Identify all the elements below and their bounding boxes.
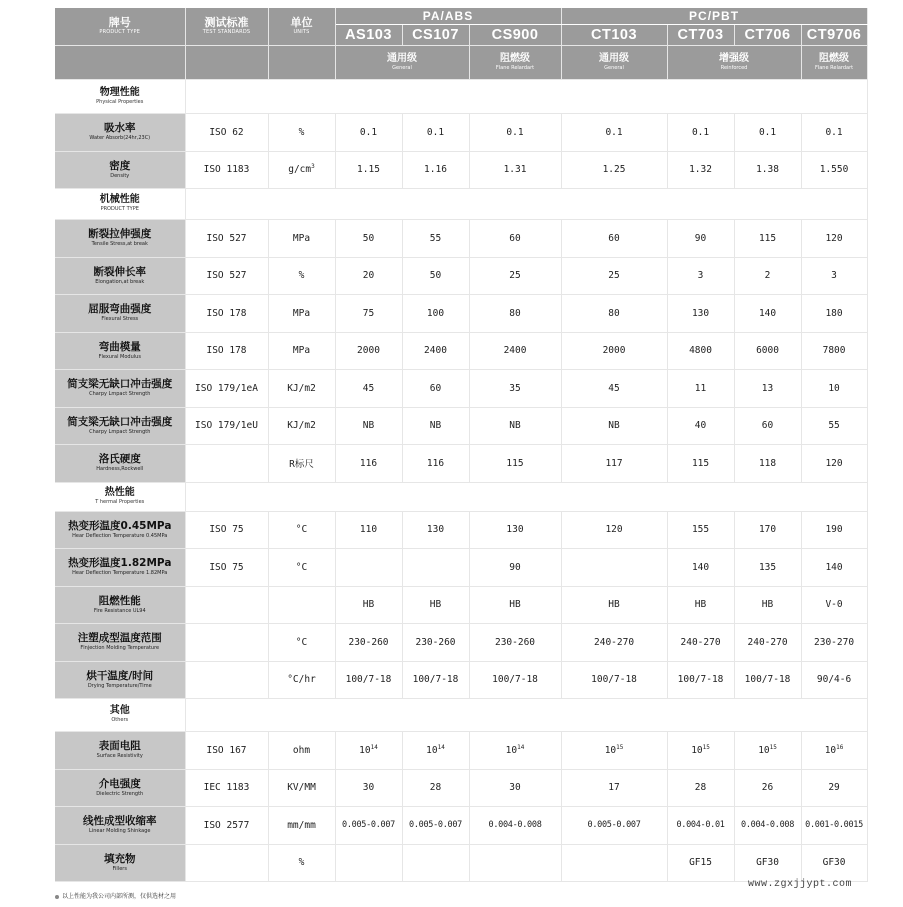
row-water-absorption bbox=[55, 113, 867, 151]
row-hdt-182 bbox=[55, 548, 867, 586]
code-cs107: CS107 bbox=[402, 24, 469, 45]
prop-label: 吸水率 Water Absorb(24hr,23C) bbox=[55, 113, 185, 151]
test-standard bbox=[185, 623, 268, 661]
value-cell: 100/7-18 bbox=[335, 661, 402, 698]
value-cell: NB bbox=[469, 407, 561, 444]
test-standard: ISO 179/1eU bbox=[185, 407, 268, 444]
value-cell: 2000 bbox=[561, 332, 667, 369]
unit: % bbox=[268, 844, 335, 881]
row-tensile-stress bbox=[55, 219, 867, 257]
prop-label: 断裂伸长率 Elongation,at break bbox=[55, 257, 185, 294]
value-cell bbox=[402, 844, 469, 881]
value-cell: 40 bbox=[667, 407, 734, 444]
value-cell: 1.25 bbox=[561, 151, 667, 188]
value-cell: 115 bbox=[469, 444, 561, 482]
test-standard bbox=[185, 444, 268, 482]
row-charpy-notched bbox=[55, 369, 867, 407]
row-charpy-unnotched bbox=[55, 407, 867, 444]
value-cell: $10^{14}$ bbox=[335, 731, 402, 769]
value-cell: 0.1 bbox=[402, 113, 469, 151]
code-ct706: CT706 bbox=[734, 24, 801, 45]
section-thermal: 热性能 T hermal Properties bbox=[55, 482, 185, 511]
row-flame-resistance bbox=[55, 586, 867, 623]
value-cell: 116 bbox=[335, 444, 402, 482]
prop-label: 表面电阻 Surface Resistivity bbox=[55, 731, 185, 769]
unit: ohm bbox=[268, 731, 335, 769]
unit: °C/hr bbox=[268, 661, 335, 698]
code-cs900: CS900 bbox=[469, 24, 561, 45]
value-cell: 155 bbox=[667, 511, 734, 548]
value-cell: 117 bbox=[561, 444, 667, 482]
header-group-pc-pbt: PC/PBT bbox=[561, 8, 867, 24]
unit: °C bbox=[268, 623, 335, 661]
value-cell: 26 bbox=[734, 769, 801, 806]
value-cell: 30 bbox=[335, 769, 402, 806]
unit: MPa bbox=[268, 332, 335, 369]
value-cell: 50 bbox=[335, 219, 402, 257]
value-cell: $10^{14}$ bbox=[469, 731, 561, 769]
value-cell: 50 bbox=[402, 257, 469, 294]
header-units: 单位 UNITS bbox=[268, 8, 335, 45]
unit: % bbox=[268, 113, 335, 151]
test-standard: IEC 1183 bbox=[185, 769, 268, 806]
grade-general-2: 通用级 General bbox=[561, 45, 667, 79]
value-cell: 0.004-0.008 bbox=[469, 806, 561, 844]
header-group-pa-abs: PA/ABS bbox=[335, 8, 561, 24]
value-cell: 110 bbox=[335, 511, 402, 548]
value-cell: 25 bbox=[561, 257, 667, 294]
value-cell: 180 bbox=[801, 294, 867, 332]
value-cell: 0.1 bbox=[801, 113, 867, 151]
row-fillers bbox=[55, 844, 867, 881]
value-cell: $10^{14}$ bbox=[402, 731, 469, 769]
value-cell: 100/7-18 bbox=[561, 661, 667, 698]
value-cell: 135 bbox=[734, 548, 801, 586]
code-ct703: CT703 bbox=[667, 24, 734, 45]
value-cell: 100 bbox=[402, 294, 469, 332]
test-standard: ISO 527 bbox=[185, 219, 268, 257]
value-cell: 120 bbox=[801, 444, 867, 482]
value-cell: $10^{15}$ bbox=[561, 731, 667, 769]
value-cell: 100/7-18 bbox=[469, 661, 561, 698]
value-cell: 2 bbox=[734, 257, 801, 294]
value-cell: 20 bbox=[335, 257, 402, 294]
bullet-icon bbox=[55, 895, 59, 899]
value-cell: 1.32 bbox=[667, 151, 734, 188]
value-cell: GF30 bbox=[734, 844, 801, 881]
footnote bbox=[55, 891, 176, 900]
value-cell: 1.15 bbox=[335, 151, 402, 188]
value-cell: 0.005-0.007 bbox=[402, 806, 469, 844]
value-cell: HB bbox=[734, 586, 801, 623]
section-mechanical: 机械性能 PRODUCT TYPE bbox=[55, 188, 185, 219]
value-cell: 45 bbox=[335, 369, 402, 407]
prop-label: 热变形温度1.82MPa Hear Deflection Temperature 1.82MPa bbox=[55, 548, 185, 586]
grade-general-1: 通用级 General bbox=[335, 45, 469, 79]
row-drying bbox=[55, 661, 867, 698]
value-cell: 90/4-6 bbox=[801, 661, 867, 698]
row-flexural-stress bbox=[55, 294, 867, 332]
footnote-text: 以上性能为我公司内部所测，仅供选材之用 bbox=[62, 893, 177, 900]
prop-label: 断裂拉伸强度 Tensile Stress,at break bbox=[55, 219, 185, 257]
value-cell: 0.1 bbox=[667, 113, 734, 151]
test-standard bbox=[185, 844, 268, 881]
unit: KJ/m2 bbox=[268, 369, 335, 407]
value-cell: 120 bbox=[801, 219, 867, 257]
value-cell: 230-260 bbox=[402, 623, 469, 661]
value-cell: 0.001-0.0015 bbox=[801, 806, 867, 844]
value-cell: GF30 bbox=[801, 844, 867, 881]
test-standard bbox=[185, 661, 268, 698]
value-cell: 7800 bbox=[801, 332, 867, 369]
value-cell: 100/7-18 bbox=[402, 661, 469, 698]
unit: KV/MM bbox=[268, 769, 335, 806]
row-surface-resistivity bbox=[55, 731, 867, 769]
value-cell: 116 bbox=[402, 444, 469, 482]
value-cell bbox=[335, 548, 402, 586]
value-cell: 75 bbox=[335, 294, 402, 332]
value-cell bbox=[335, 844, 402, 881]
value-cell: 3 bbox=[667, 257, 734, 294]
value-cell: NB bbox=[402, 407, 469, 444]
row-elongation bbox=[55, 257, 867, 294]
spec-table bbox=[55, 8, 868, 882]
value-cell: 115 bbox=[734, 219, 801, 257]
value-cell: 0.005-0.007 bbox=[335, 806, 402, 844]
value-cell: 140 bbox=[801, 548, 867, 586]
unit bbox=[268, 586, 335, 623]
unit: °C bbox=[268, 511, 335, 548]
test-standard: ISO 75 bbox=[185, 548, 268, 586]
value-cell: 29 bbox=[801, 769, 867, 806]
value-cell: NB bbox=[335, 407, 402, 444]
value-cell: 190 bbox=[801, 511, 867, 548]
value-cell: 25 bbox=[469, 257, 561, 294]
value-cell: 60 bbox=[402, 369, 469, 407]
value-cell: 35 bbox=[469, 369, 561, 407]
value-cell: HB bbox=[469, 586, 561, 623]
value-cell: HB bbox=[667, 586, 734, 623]
value-cell: 1.38 bbox=[734, 151, 801, 188]
unit: $g/cm^3$ bbox=[268, 151, 335, 188]
value-cell bbox=[561, 844, 667, 881]
prop-label: 密度 Density bbox=[55, 151, 185, 188]
value-cell: V-0 bbox=[801, 586, 867, 623]
value-cell: 28 bbox=[667, 769, 734, 806]
value-cell: 60 bbox=[469, 219, 561, 257]
prop-label: 简支梁无缺口冲击强度 Charpy Lmpact Strength bbox=[55, 369, 185, 407]
test-standard: ISO 1183 bbox=[185, 151, 268, 188]
value-cell: 0.004-0.01 bbox=[667, 806, 734, 844]
test-standard: ISO 75 bbox=[185, 511, 268, 548]
value-cell: 80 bbox=[561, 294, 667, 332]
value-cell: 13 bbox=[734, 369, 801, 407]
value-cell: GF15 bbox=[667, 844, 734, 881]
prop-label: 简支梁无缺口冲击强度 Charpy Lmpact Strength bbox=[55, 407, 185, 444]
value-cell: NB bbox=[561, 407, 667, 444]
value-cell bbox=[402, 548, 469, 586]
watermark: www.zgxjjypt.com bbox=[748, 879, 853, 890]
test-standard: ISO 167 bbox=[185, 731, 268, 769]
value-cell: 230-260 bbox=[335, 623, 402, 661]
value-cell: 230-260 bbox=[469, 623, 561, 661]
prop-label: 热变形温度0.45MPa Hear Deflection Temperature 0.45MPa bbox=[55, 511, 185, 548]
value-cell: 2000 bbox=[335, 332, 402, 369]
unit: MPa bbox=[268, 294, 335, 332]
header-blank-1 bbox=[55, 45, 185, 79]
value-cell: 0.004-0.008 bbox=[734, 806, 801, 844]
value-cell: $10^{15}$ bbox=[667, 731, 734, 769]
value-cell: 140 bbox=[667, 548, 734, 586]
value-cell: 3 bbox=[801, 257, 867, 294]
unit: °C bbox=[268, 548, 335, 586]
unit: MPa bbox=[268, 219, 335, 257]
header-blank-2 bbox=[185, 45, 268, 79]
value-cell: 30 bbox=[469, 769, 561, 806]
value-cell: 240-270 bbox=[561, 623, 667, 661]
prop-label: 阻燃性能 Fire Resistance UL94 bbox=[55, 586, 185, 623]
prop-label: 弯曲模量 Flexural Modulus bbox=[55, 332, 185, 369]
value-cell bbox=[561, 548, 667, 586]
value-cell: 115 bbox=[667, 444, 734, 482]
value-cell: 230-270 bbox=[801, 623, 867, 661]
header-test-standards: 测试标准 TEST STANDARDS bbox=[185, 8, 268, 45]
value-cell: 2400 bbox=[402, 332, 469, 369]
prop-label: 填充物 Fillers bbox=[55, 844, 185, 881]
test-standard: ISO 178 bbox=[185, 332, 268, 369]
grade-flame-retardant-1: 阻燃级 Flane Relardart bbox=[469, 45, 561, 79]
value-cell: 90 bbox=[469, 548, 561, 586]
row-hdt-045 bbox=[55, 511, 867, 548]
value-cell: 0.1 bbox=[469, 113, 561, 151]
value-cell: 60 bbox=[561, 219, 667, 257]
value-cell: 55 bbox=[801, 407, 867, 444]
prop-label: 烘干温度/时间 Drying Temperature/Time bbox=[55, 661, 185, 698]
value-cell: 45 bbox=[561, 369, 667, 407]
row-density bbox=[55, 151, 867, 188]
test-standard: ISO 178 bbox=[185, 294, 268, 332]
prop-label: 屈服弯曲强度 Flexural Stress bbox=[55, 294, 185, 332]
prop-label: 线性成型收缩率 Linear Molding Shinkage bbox=[55, 806, 185, 844]
value-cell: 10 bbox=[801, 369, 867, 407]
grade-flame-retardant-2: 阻燃级 Flane Relardart bbox=[801, 45, 867, 79]
unit: mm/mm bbox=[268, 806, 335, 844]
prop-label: 介电强度 Dielectric Strength bbox=[55, 769, 185, 806]
row-dielectric-strength bbox=[55, 769, 867, 806]
row-molding-temperature bbox=[55, 623, 867, 661]
value-cell: 2400 bbox=[469, 332, 561, 369]
value-cell: 17 bbox=[561, 769, 667, 806]
grade-reinforced: 增强级 Reinforced bbox=[667, 45, 801, 79]
code-ct9706: CT9706 bbox=[801, 24, 867, 45]
value-cell: HB bbox=[402, 586, 469, 623]
code-ct103: CT103 bbox=[561, 24, 667, 45]
row-hardness bbox=[55, 444, 867, 482]
prop-label: 洛氏硬度 Hardness,Rockwell bbox=[55, 444, 185, 482]
unit: % bbox=[268, 257, 335, 294]
prop-label: 注塑成型温度范围 Flnjection Molding Temperature bbox=[55, 623, 185, 661]
test-standard: ISO 179/1eA bbox=[185, 369, 268, 407]
value-cell: 90 bbox=[667, 219, 734, 257]
value-cell: $10^{15}$ bbox=[734, 731, 801, 769]
value-cell: 60 bbox=[734, 407, 801, 444]
unit: R标尺 bbox=[268, 444, 335, 482]
header-blank-3 bbox=[268, 45, 335, 79]
test-standard bbox=[185, 586, 268, 623]
value-cell: 118 bbox=[734, 444, 801, 482]
value-cell: 0.1 bbox=[734, 113, 801, 151]
value-cell: 130 bbox=[402, 511, 469, 548]
value-cell: 0.1 bbox=[561, 113, 667, 151]
code-as103: AS103 bbox=[335, 24, 402, 45]
value-cell: HB bbox=[335, 586, 402, 623]
value-cell: 4800 bbox=[667, 332, 734, 369]
value-cell: 130 bbox=[469, 511, 561, 548]
test-standard: ISO 2577 bbox=[185, 806, 268, 844]
value-cell: $10^{16}$ bbox=[801, 731, 867, 769]
section-physical: 物理性能 Physical Properties bbox=[55, 79, 185, 113]
value-cell: 28 bbox=[402, 769, 469, 806]
value-cell: 0.1 bbox=[335, 113, 402, 151]
value-cell: 120 bbox=[561, 511, 667, 548]
header-product-type: 牌号 PRODUCT TYPE bbox=[55, 8, 185, 45]
value-cell bbox=[469, 844, 561, 881]
value-cell: 100/7-18 bbox=[667, 661, 734, 698]
value-cell: 55 bbox=[402, 219, 469, 257]
value-cell: 80 bbox=[469, 294, 561, 332]
value-cell: 6000 bbox=[734, 332, 801, 369]
value-cell: 0.005-0.007 bbox=[561, 806, 667, 844]
value-cell: 240-270 bbox=[734, 623, 801, 661]
unit: KJ/m2 bbox=[268, 407, 335, 444]
value-cell: 240-270 bbox=[667, 623, 734, 661]
test-standard: ISO 527 bbox=[185, 257, 268, 294]
section-others: 其他 Others bbox=[55, 698, 185, 731]
row-molding-shrinkage bbox=[55, 806, 867, 844]
test-standard: ISO 62 bbox=[185, 113, 268, 151]
value-cell: 100/7-18 bbox=[734, 661, 801, 698]
value-cell: 1.16 bbox=[402, 151, 469, 188]
value-cell: 11 bbox=[667, 369, 734, 407]
value-cell: 170 bbox=[734, 511, 801, 548]
value-cell: 140 bbox=[734, 294, 801, 332]
row-flexural-modulus bbox=[55, 332, 867, 369]
value-cell: HB bbox=[561, 586, 667, 623]
value-cell: 1.31 bbox=[469, 151, 561, 188]
value-cell: 130 bbox=[667, 294, 734, 332]
value-cell: 1.550 bbox=[801, 151, 867, 188]
